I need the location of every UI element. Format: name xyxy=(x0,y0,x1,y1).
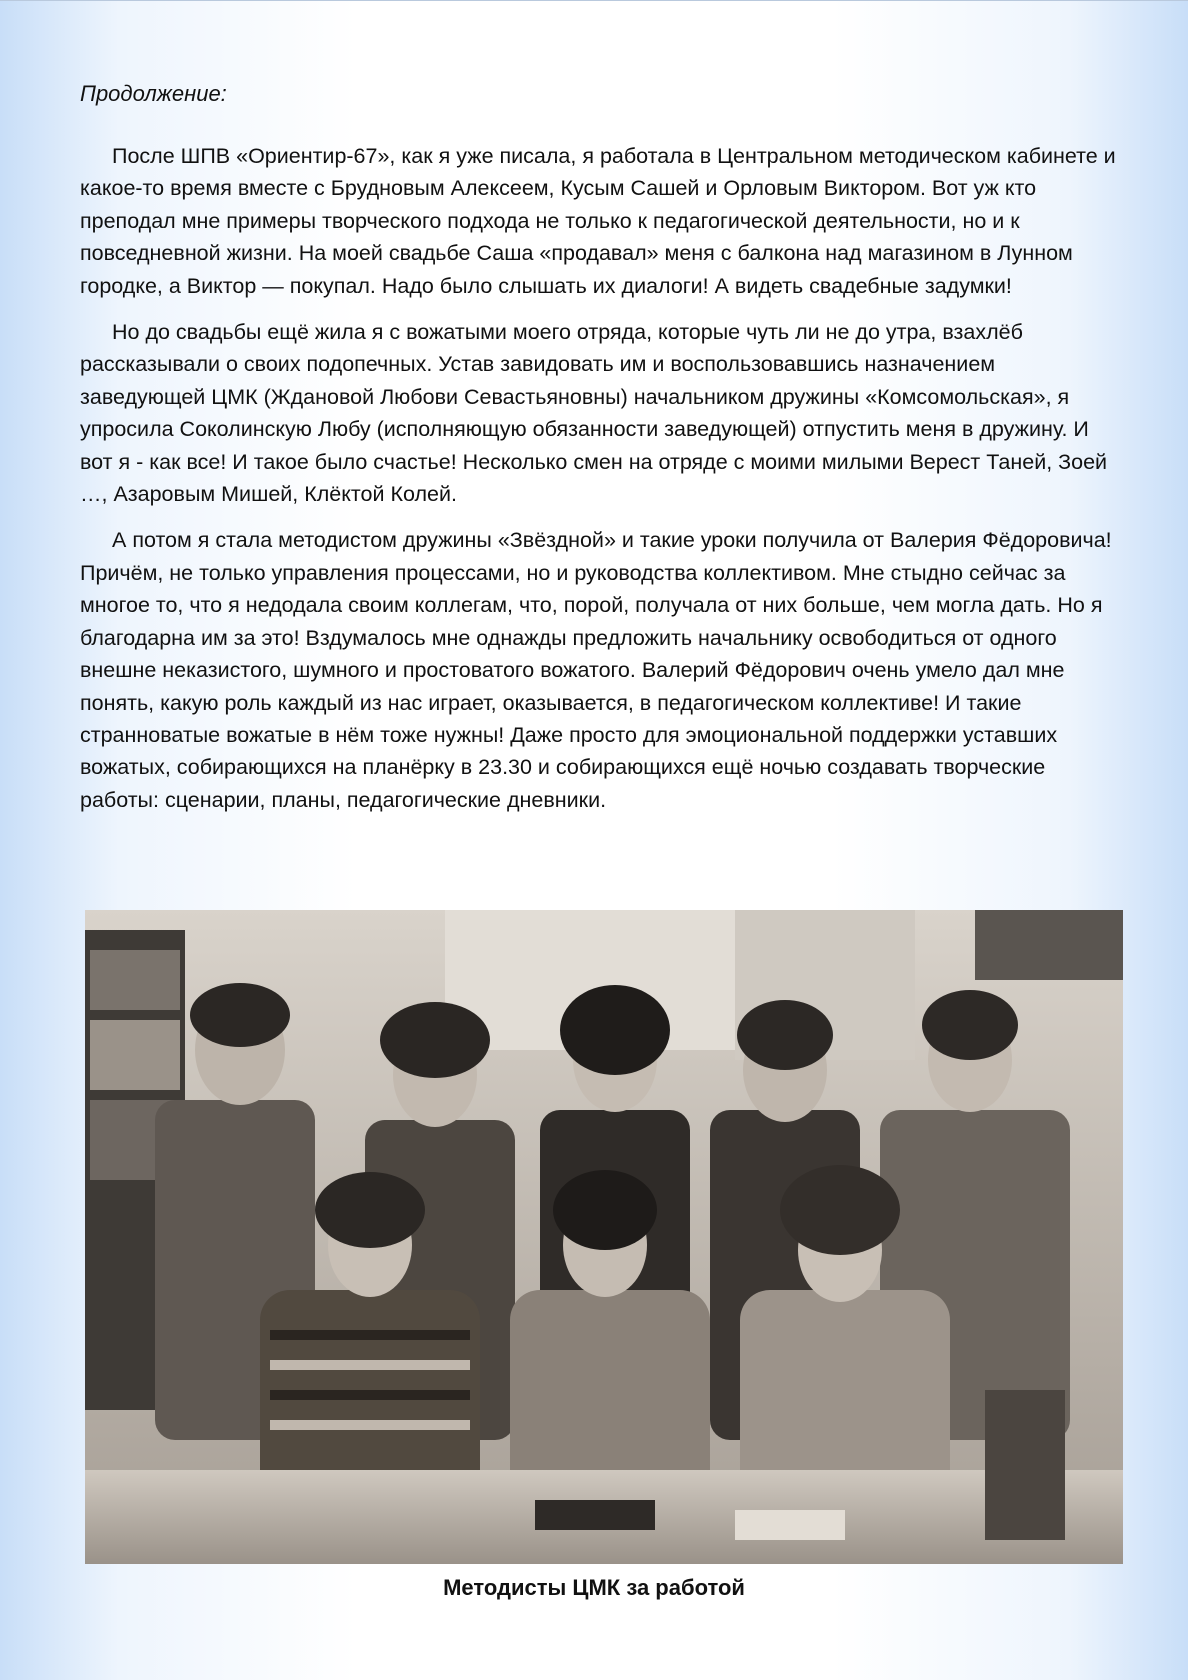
article-body xyxy=(80,140,1120,830)
group-photo-image xyxy=(85,910,1123,1564)
top-border xyxy=(0,0,1188,1)
paragraph-3: А потом я стала методистом дружины «Звёздной» и такие уроки получила от Валерия Фёдоровича! Причём, не только управления процессами, но и руководства коллективом. Мне стыдно сейчас за многое то, что я недодала своим коллегам, что, порой, получала от них больше, чем могла дать. Но я благодарна им за это! Вздумалось мне однажды предложить начальнику освободиться от одного внешне неказистого, шумного и простоватого вожатого. Валерий Фёдорович очень умело дал мне понять, какую роль каждый из нас играет, оказывается, в педагогическом коллективе! И такие странноватые вожатые в нём тоже нужны! Даже просто для эмоциональной поддержки уставших вожатых, собирающихся на планёрку в 23.30 и собирающихся ещё ночью создавать творческие работы: сценарии, планы, педагогические дневники. xyxy=(80,528,1112,812)
group-photo xyxy=(85,910,1123,1564)
continuation-label: Продолжение: xyxy=(80,81,227,106)
photo-caption: Методисты ЦМК за работой xyxy=(443,1575,745,1600)
paragraph-1: После ШПВ «Ориентир-67», как я уже писала, я работала в Центральном методическом кабинете и какое-то время вместе с Брудновым Алексеем, Кусым Сашей и Орловым Виктором. Вот уж кто преподал мне примеры творческого подхода не только к педагогической деятельности, но и к повседневной жизни. На моей свадьбе Саша «продавал» меня с балкона над магазином в Лунном городке, а Виктор — покупал. Надо было слышать их диалоги! А видеть свадебные задумки! xyxy=(80,144,1116,298)
paragraph-2: Но до свадьбы ещё жила я с вожатыми моего отряда, которые чуть ли не до утра, взахлёб рассказывали о своих подопечных. Устав завидовать им и воспользовавшись назначением заведующей ЦМК (Ждановой Любови Севастьяновны) начальником дружины «Комсомольская», я упросила Соколинскую Любу (исполняющую обязанности заведующей) отпустить меня в дружину. И вот я - как все! И такое было счастье! Несколько смен на отряде с моими милыми Верест Таней, Зоей …, Азаровым Мишей, Клёктой Колей. xyxy=(80,320,1108,507)
